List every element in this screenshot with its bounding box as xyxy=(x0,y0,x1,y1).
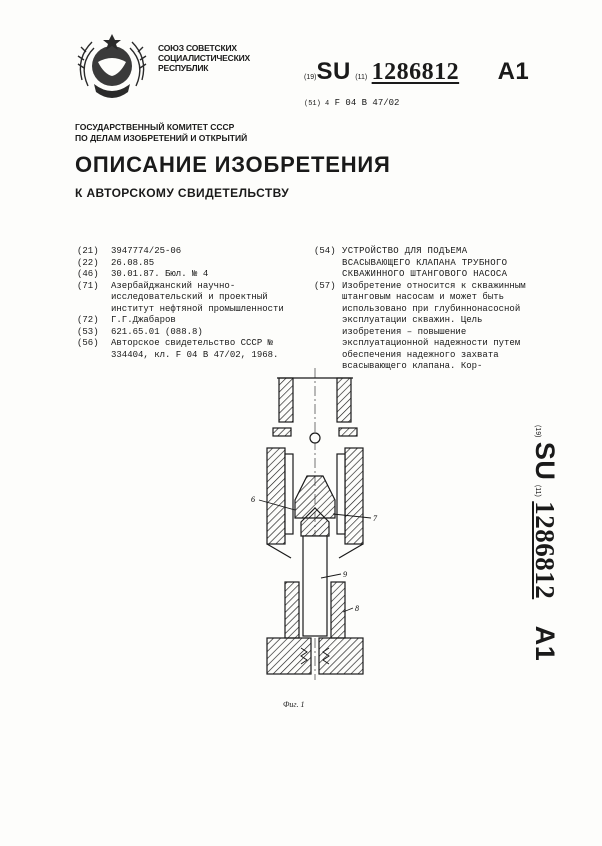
field-code: (72) xyxy=(77,315,99,325)
ipc-value: F 04 B 47/02 xyxy=(334,98,400,108)
field-value: 3947774/25-06 xyxy=(111,246,182,256)
field-code: (56) xyxy=(77,338,99,348)
abstract-text: Изобретение относится к скважинным штанговым насосам и может быть использовано при глубиннонасосной эксплуатации скважин. Цель изобретения – повышение эксплуатационной надежности путем обеспечения надежного захвата всасывающего клапана. Кор- xyxy=(342,280,526,371)
side-kind: A1 xyxy=(530,625,560,662)
field-code: (22) xyxy=(77,257,99,268)
side-number: 1286812 xyxy=(530,501,560,600)
patent-number: 1286812 xyxy=(371,59,460,85)
title-and-abstract xyxy=(314,246,536,373)
ipc-tag: (51) 4 xyxy=(304,100,330,108)
side-tag-19: (19) xyxy=(534,425,541,438)
document-subtitle: К АВТОРСКОМУ СВИДЕТЕЛЬСТВУ xyxy=(75,186,290,200)
field-code: (71) xyxy=(77,280,99,291)
field-row xyxy=(77,246,302,258)
field-row xyxy=(77,269,302,281)
country-line-2: СОЦИАЛИСТИЧЕСКИХ xyxy=(158,53,250,63)
document-title: ОПИСАНИЕ ИЗОБРЕТЕНИЯ xyxy=(75,152,391,177)
field-value: Азербайджанский научно-исследовательский и проектный институт нефтяной промышленности xyxy=(111,280,284,314)
callout-9: 9 xyxy=(343,570,347,579)
abstract-code: (57) xyxy=(314,280,336,291)
committee-name xyxy=(75,122,247,144)
patent-kind: A1 xyxy=(497,58,530,85)
committee-line-2: ПО ДЕЛАМ ИЗОБРЕТЕНИЙ И ОТКРЫТИЙ xyxy=(75,133,248,143)
field-row xyxy=(77,281,302,316)
field-code: (21) xyxy=(77,246,99,256)
field-value: 26.08.85 xyxy=(111,257,155,268)
side-patent-number xyxy=(530,425,580,675)
technical-drawing xyxy=(225,368,405,680)
committee-line-1: ГОСУДАРСТВЕННЫЙ КОМИТЕТ СССР xyxy=(75,122,235,132)
field-value: Авторское свидетельство СССР № 334404, кл. F 04 B 47/02, 1968. xyxy=(111,338,279,360)
ipc-classification xyxy=(304,98,399,108)
state-emblem-icon xyxy=(70,28,154,112)
country-line-1: СОЮЗ СОВЕТСКИХ xyxy=(158,43,237,53)
title-code: (54) xyxy=(314,246,336,256)
side-tag-11: (11) xyxy=(534,484,541,497)
patent-number-header xyxy=(304,58,529,86)
figure-caption: Фиг. 1 xyxy=(283,700,305,709)
field-code: (46) xyxy=(77,269,99,279)
field-value: Г.Г.Джабаров xyxy=(111,315,176,325)
callout-7: 7 xyxy=(373,514,377,523)
bibliographic-fields xyxy=(77,246,302,361)
country-code: SU xyxy=(316,58,351,85)
invention-title-row xyxy=(314,246,536,281)
field-row xyxy=(77,315,302,327)
side-country: SU xyxy=(530,441,560,481)
invention-title: УСТРОЙСТВО ДЛЯ ПОДЪЕМА ВСАСЫВАЮЩЕГО КЛАПАНА ТРУБНОГО СКВАЖИННОГО ШТАНГОВОГО НАСОСА xyxy=(342,246,508,279)
country-name xyxy=(158,43,250,73)
country-line-3: РЕСПУБЛИК xyxy=(158,63,209,73)
field-row xyxy=(77,327,302,339)
abstract-row xyxy=(314,281,536,373)
callout-6: 6 xyxy=(251,495,255,504)
field-code: (53) xyxy=(77,326,99,337)
country-code-tag: (19) xyxy=(304,74,317,81)
field-row xyxy=(77,258,302,270)
number-tag: (11) xyxy=(355,74,368,81)
field-value: 621.65.01 (088.8) xyxy=(111,326,203,337)
field-row xyxy=(77,338,302,361)
field-value: 30.01.87. Бюл. № 4 xyxy=(111,269,209,279)
callout-8: 8 xyxy=(355,604,359,613)
